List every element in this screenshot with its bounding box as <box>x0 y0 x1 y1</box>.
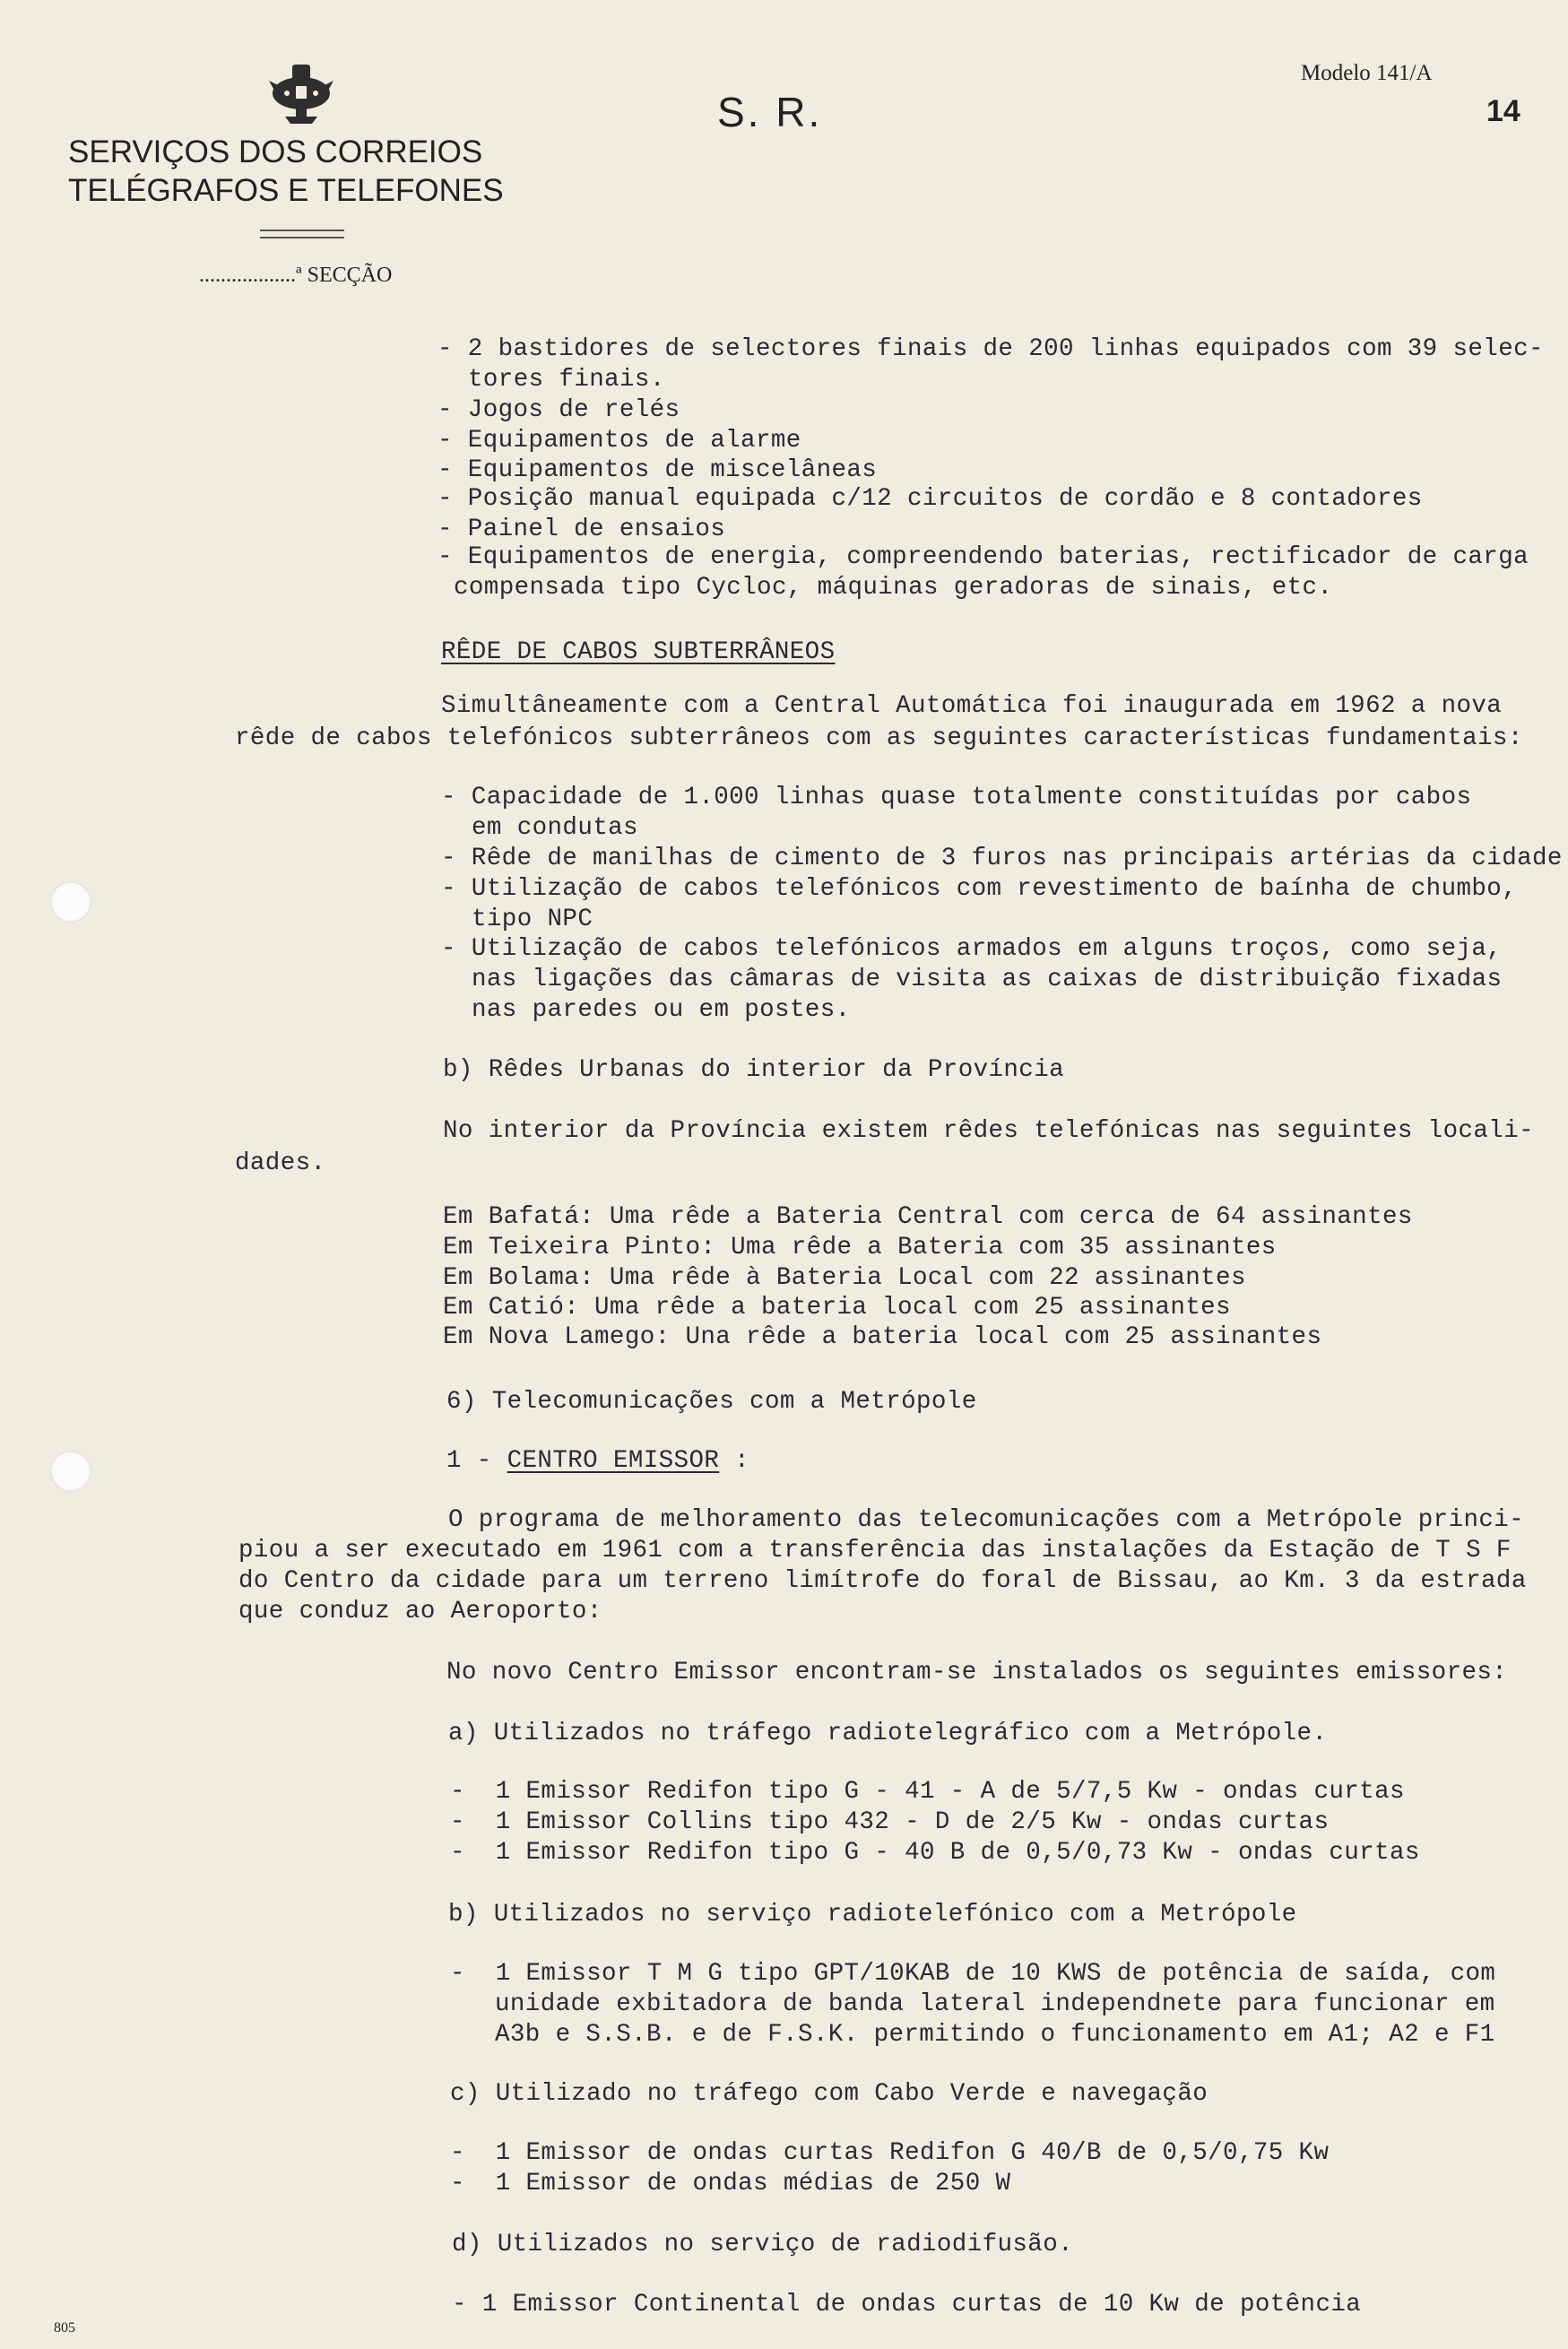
text-line: Simultâneamente com a Central Automática foi inaugurada em 1962 a nova <box>441 692 1503 720</box>
sr-mark: S. R. <box>717 89 823 135</box>
text-line: tipo NPC <box>472 906 593 933</box>
locality-line: Em Catió: Uma rêde a bateria local com 25 assinantes <box>443 1294 1231 1322</box>
text-line: piou a ser executado em 1961 com a transferência das instalações da Estação de T S F <box>238 1537 1512 1565</box>
locality-line: Em Bolama: Uma rêde à Bateria Local com 22 assinantes <box>443 1264 1246 1292</box>
section-heading: RÊDE DE CABOS SUBTERRÂNEOS <box>441 638 836 666</box>
subheading: b) Rêdes Urbanas do interior da Província <box>443 1056 1065 1084</box>
organization-name-line1: SERVIÇOS DOS CORREIOS <box>68 134 483 169</box>
header-divider-bottom <box>260 237 344 238</box>
text-line: - Equipamentos de alarme <box>437 427 801 455</box>
text-line: do Centro da cidade para um terreno limítrofe do foral de Bissau, ao Km. 3 da estrada <box>238 1567 1527 1595</box>
subheading: a) Utilizados no tráfego radiotelegráfico com a Metrópole. <box>448 1720 1328 1747</box>
numbered-heading-title: CENTRO EMISSOR <box>507 1447 720 1475</box>
page-number: 14 <box>1486 94 1520 128</box>
text-line: No interior da Província existem rêdes telefónicas nas seguintes locali- <box>443 1117 1534 1145</box>
text-line: - 2 bastidores de selectores finais de 200 linhas equipados com 39 selec- <box>437 335 1544 363</box>
text-line: - Capacidade de 1.000 linhas quase totalmente constituídas por cabos <box>441 784 1472 811</box>
text-line: - Equipamentos de miscelâneas <box>437 456 878 484</box>
subheading: 6) Telecomunicações com a Metrópole <box>446 1388 977 1416</box>
text-line: - Equipamentos de energia, compreendendo baterias, rectificador de carga <box>437 543 1529 571</box>
header-divider-top <box>260 230 344 231</box>
locality-line: Em Bafatá: Uma rêde a Bateria Central com cerca de 64 assinantes <box>443 1203 1413 1231</box>
text-line: - Posição manual equipada c/12 circuitos de cordão e 8 contadores <box>437 485 1423 513</box>
text-line: unidade exbitadora de banda lateral independnete para funcionar em <box>495 1990 1495 2018</box>
organization-name-line2: TELÉGRAFOS E TELEFONES <box>68 173 504 208</box>
text-line: - Utilização de cabos telefónicos armados em alguns troços, como seja, <box>441 935 1503 963</box>
locality-line: Em Nova Lamego: Una rêde a bateria local com 25 assinantes <box>443 1323 1322 1351</box>
text-line: - Jogos de relés <box>437 396 680 424</box>
section-label: ..................ª SECÇÃO <box>199 264 393 287</box>
footer-code: 805 <box>54 2320 75 2336</box>
text-line: A3b e S.S.B. e de F.S.K. permitindo o funcionamento em A1; A2 e F1 <box>495 2021 1495 2049</box>
equipment-line: - 1 Emissor de ondas curtas Redifon G 40/B de 0,5/0,75 Kw <box>450 2139 1330 2167</box>
numbered-heading-suffix: : <box>719 1447 750 1475</box>
text-line: - Painel de ensaios <box>437 516 726 543</box>
model-number: Modelo 141/A <box>1301 61 1433 85</box>
text-line: tores finais. <box>468 366 665 394</box>
text-line: - Rêde de manilhas de cimento de 3 furos nas principais artérias da cidade <box>441 845 1563 872</box>
punch-hole-top <box>50 881 91 923</box>
punch-hole-bottom <box>50 1451 91 1492</box>
equipment-line: - 1 Emissor T M G tipo GPT/10KAB de 10 KWS de potência de saída, com <box>450 1960 1496 1988</box>
subheading: b) Utilizados no serviço radiotelefónico com a Metrópole <box>448 1901 1297 1929</box>
equipment-line: - 1 Emissor Collins tipo 432 - D de 2/5 Kw - ondas curtas <box>450 1808 1330 1836</box>
subheading: d) Utilizados no serviço de radiodifusão. <box>452 2231 1074 2258</box>
coat-of-arms-icon <box>260 57 342 126</box>
text-line: que conduz ao Aeroporto: <box>238 1598 602 1625</box>
subheading: c) Utilizado no tráfego com Cabo Verde e navegação <box>450 2080 1208 2108</box>
text-line: nas paredes ou em postes. <box>472 996 851 1024</box>
equipment-line: - 1 Emissor de ondas médias de 250 W <box>450 2170 1011 2197</box>
numbered-heading-prefix: 1 - <box>446 1447 507 1475</box>
text-line: compensada tipo Cycloc, máquinas geradoras de sinais, etc. <box>454 574 1333 602</box>
text-line: O programa de melhoramento das telecomunicações com a Metrópole princi- <box>448 1506 1525 1534</box>
numbered-heading <box>446 1447 749 1475</box>
text-line: rêde de cabos telefónicos subterrâneos com as seguintes características fundamentais: <box>235 724 1523 752</box>
equipment-line: - 1 Emissor Continental de ondas curtas de 10 Kw de potência <box>452 2291 1362 2319</box>
equipment-line: - 1 Emissor Redifon tipo G - 40 B de 0,5/0,73 Kw - ondas curtas <box>450 1839 1420 1867</box>
text-line: - Utilização de cabos telefónicos com revestimento de baínha de chumbo, <box>441 875 1518 903</box>
equipment-line: - 1 Emissor Redifon tipo G - 41 - A de 5/7,5 Kw - ondas curtas <box>450 1778 1405 1806</box>
text-line: nas ligações das câmaras de visita as caixas de distribuição fixadas <box>472 966 1503 993</box>
text-line: No novo Centro Emissor encontram-se instalados os seguintes emissores: <box>446 1659 1508 1686</box>
text-line: em condutas <box>472 814 638 842</box>
text-line: dades. <box>235 1149 326 1177</box>
locality-line: Em Teixeira Pinto: Uma rêde a Bateria com 35 assinantes <box>443 1234 1277 1261</box>
